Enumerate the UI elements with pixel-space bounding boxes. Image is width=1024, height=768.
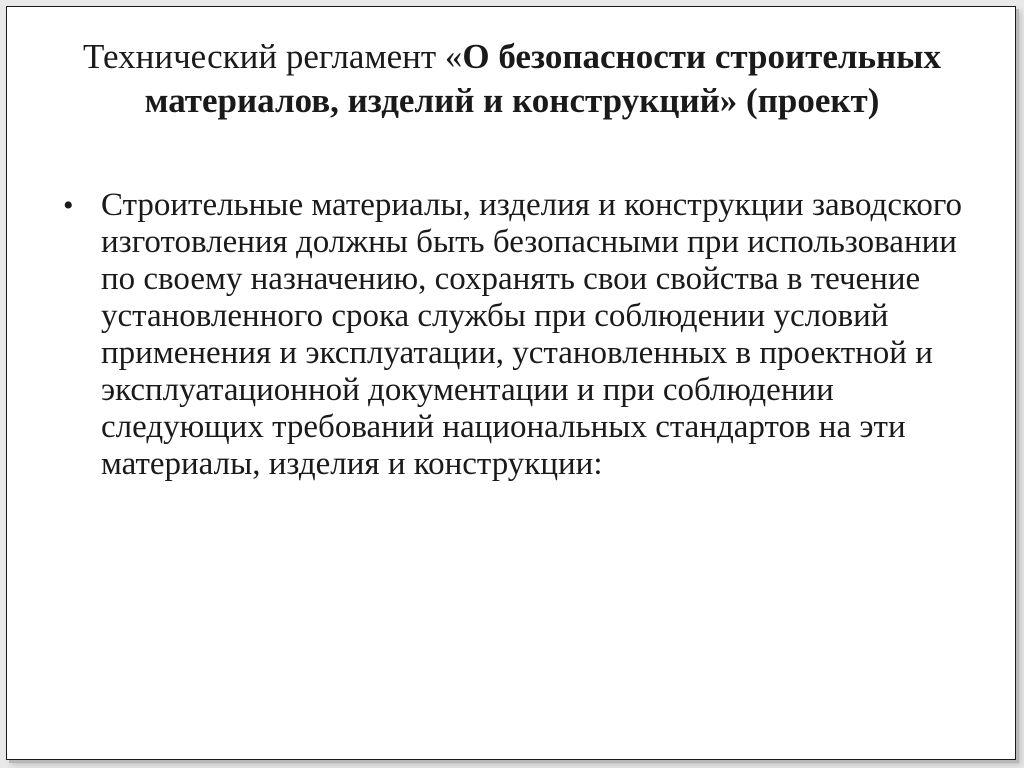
slide-title (67, 35, 957, 123)
bullet-text: Строительные материалы, изделия и конструкции заводского изготовления должны быть безопасными при использовании по своему назначению, сохранять свои свойства в течение установленного срока службы при соблюдении условий применения и эксплуатации, установленных в проектной и эксплуатационной документации и при соблюдении следующих требований национальных стандартов на эти материалы, изделия и конструкции: (101, 187, 963, 482)
bullet-list (63, 187, 963, 483)
bullet-marker: • (63, 189, 74, 222)
title-bold: О безопасности строительных материалов, изделий и конструкций» (144, 37, 941, 120)
bullet-item (63, 187, 963, 483)
title-suffix: (проект) (737, 81, 880, 120)
title-prefix: Технический регламент « (83, 37, 463, 76)
slide (6, 6, 1016, 760)
